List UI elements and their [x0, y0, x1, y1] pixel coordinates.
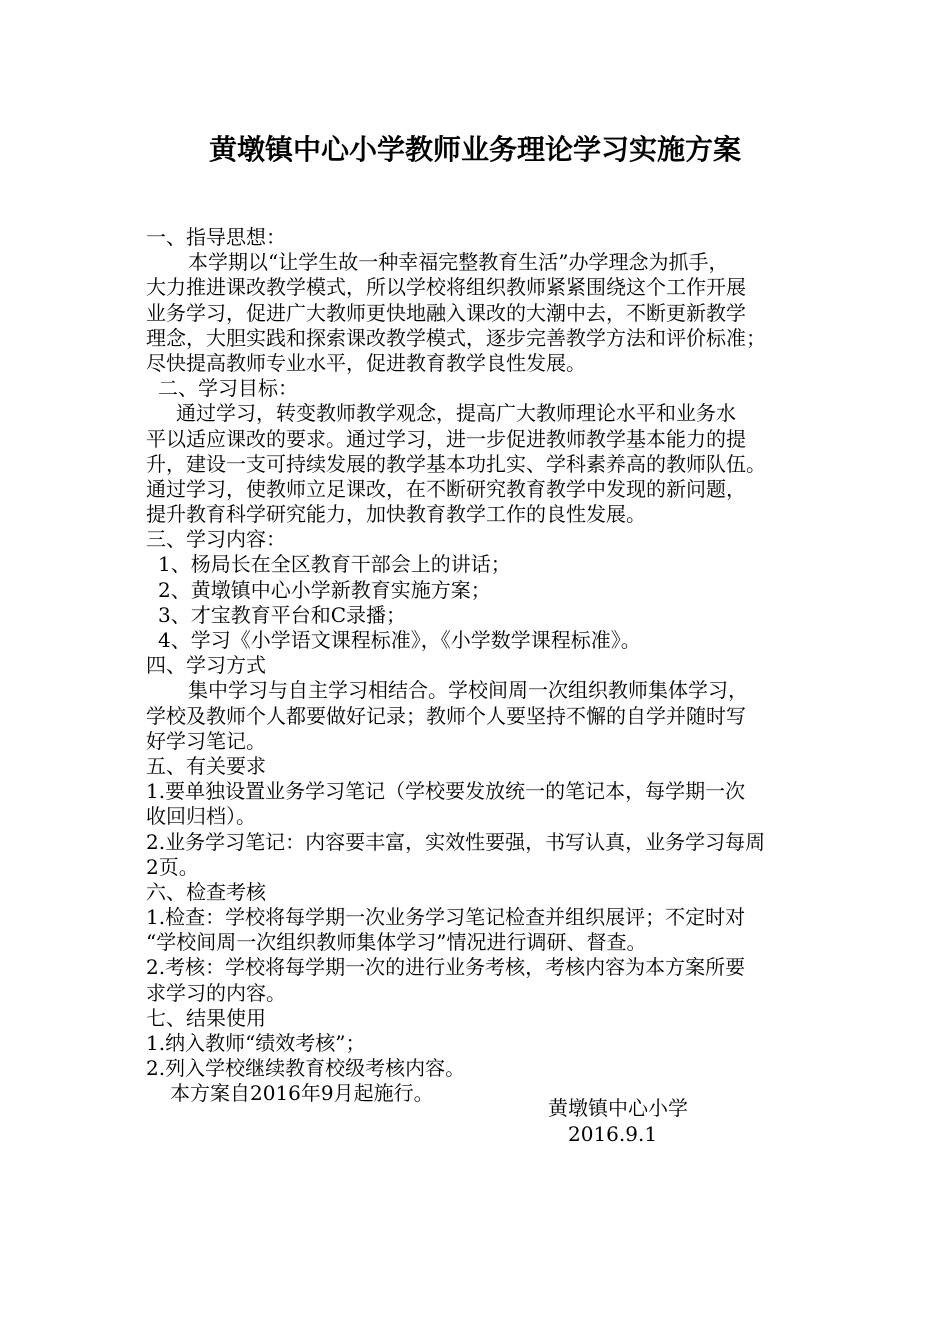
- list-item: 1、杨局长在全区教育干部会上的讲话；: [158, 552, 511, 577]
- paragraph-line: 集中学习与自主学习相结合。学校间周一次组织教师集体学习，: [188, 678, 748, 703]
- document-title: 黄墩镇中心小学教师业务理论学习实施方案: [208, 133, 741, 166]
- list-item: 1.纳入教师“绩效考核”；: [146, 1031, 366, 1055]
- effective-date-line: 本方案自2016年9月起施行。: [170, 1081, 434, 1106]
- paragraph-line: 好学习笔记。: [146, 728, 266, 753]
- paragraph-line: 平以适应课改的要求。通过学习，进一步促进教师教学基本能力的提: [146, 426, 746, 451]
- section-heading-inspection: 六、检查考核: [146, 879, 266, 904]
- paragraph-line: 学校及教师个人都要做好记录；教师个人要坚持不懈的自学并随时写: [146, 703, 746, 728]
- paragraph-line: 通过学习，转变教师教学观念，提高广大教师理论水平和业务水: [176, 401, 736, 426]
- list-item: 2.考核：学校将每学期一次的进行业务考核，考核内容为本方案所要: [146, 955, 746, 980]
- list-item-continued: 求学习的内容。: [146, 980, 286, 1005]
- paragraph-line: 尽快提高教师专业水平，促进教育教学良性发展。: [146, 350, 586, 375]
- list-item: 1.检查：学校将每学期一次业务学习笔记检查并组织展评；不定时对: [146, 905, 746, 930]
- paragraph-line: 大力推进课改教学模式，所以学校将组织教师紧紧围绕这个工作开展: [146, 275, 746, 300]
- list-item: 2.业务学习笔记：内容要丰富，实效性要强，书写认真，业务学习每周: [146, 829, 766, 854]
- list-item: 3、才宝教育平台和C录播；: [158, 602, 407, 627]
- list-item-continued: “学校间周一次组织教师集体学习”情况进行调研、督查。: [146, 930, 647, 955]
- list-item-continued: 2页。: [146, 854, 199, 879]
- document-body: [146, 225, 836, 1107]
- section-heading-learning-method: 四、学习方式: [146, 653, 266, 678]
- section-heading-guiding-ideology: 一、指导思想：: [146, 225, 286, 249]
- list-item: 1.要单独设置业务学习笔记（学校要发放统一的笔记本，每学期一次: [146, 779, 746, 804]
- section-heading-learning-content: 三、学习内容：: [146, 527, 286, 552]
- list-item-continued: 收回归档）。: [146, 804, 256, 829]
- paragraph-line: 升，建设一支可持续发展的教学基本功扎实、学科素养高的教师队伍。: [146, 451, 766, 476]
- signature-org: 黄墩镇中心小学: [548, 1096, 688, 1120]
- paragraph-line: 通过学习，使教师立足课改，在不断研究教育教学中发现的新问题，: [146, 476, 746, 501]
- section-heading-learning-goals: 二、学习目标：: [158, 376, 298, 401]
- list-item: 4、学习《小学语文课程标准》，《小学数学课程标准》。: [158, 628, 641, 652]
- signature-date: 2016.9.1: [568, 1122, 658, 1146]
- list-item: 2、黄墩镇中心小学新教育实施方案；: [158, 577, 491, 602]
- paragraph-line: 理念，大胆实践和探索课改教学模式，逐步完善教学方法和评价标准；: [146, 325, 766, 350]
- paragraph-line: 提升教育科学研究能力，加快教育教学工作的良性发展。: [146, 502, 646, 527]
- paragraph-line: 业务学习，促进广大教师更快地融入课改的大潮中去，不断更新教学: [146, 300, 746, 325]
- section-heading-requirements: 五、有关要求: [146, 753, 266, 778]
- list-item: 2.列入学校继续教育校级考核内容。: [146, 1056, 466, 1081]
- paragraph-line: 本学期以“让学生故一种幸福完整教育生活”办学理念为抓手，: [188, 250, 729, 275]
- section-heading-results: 七、结果使用: [146, 1005, 266, 1030]
